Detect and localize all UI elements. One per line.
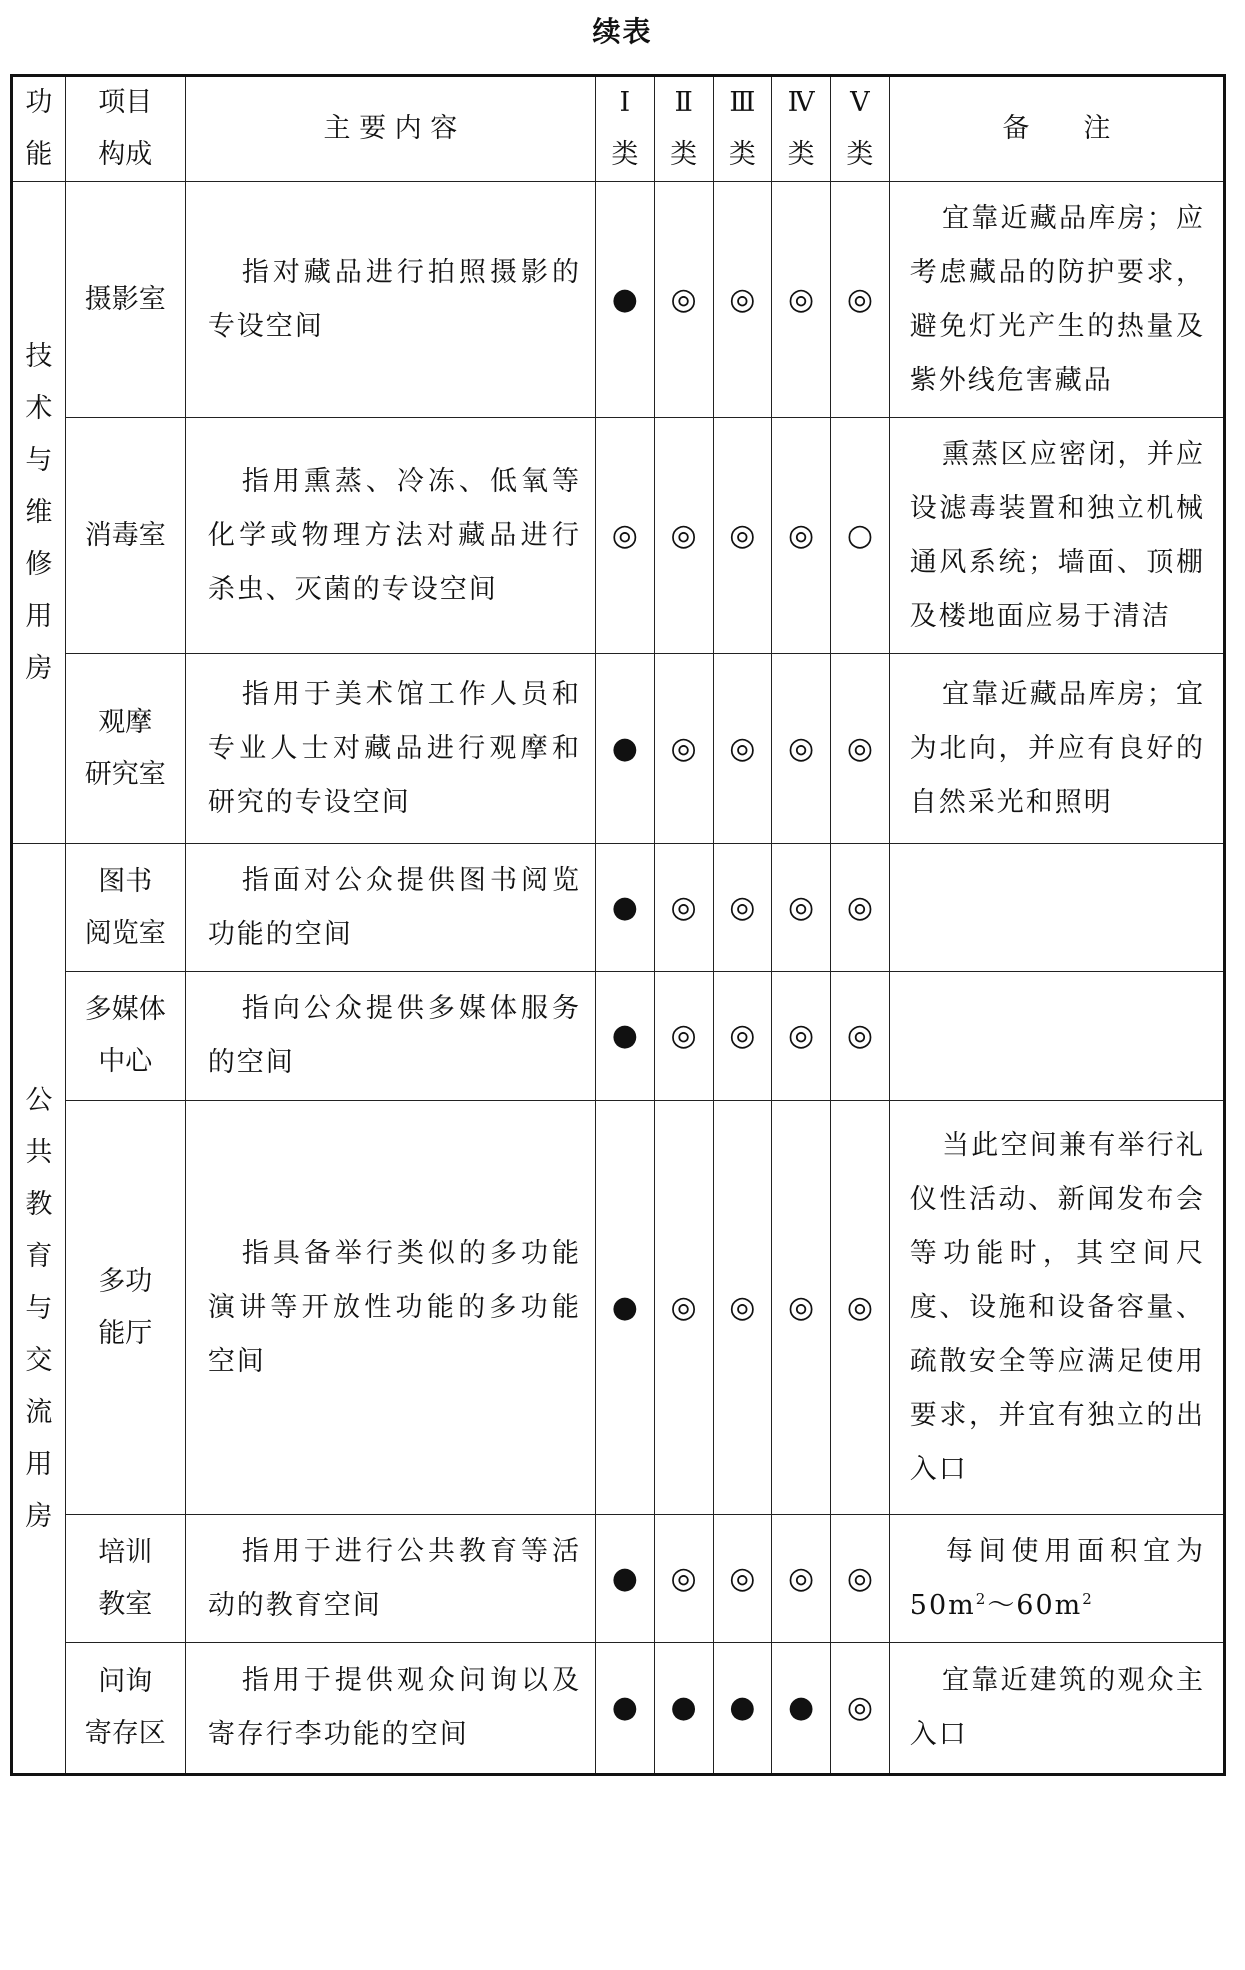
class-1-mark: ● [595, 972, 654, 1101]
class-4-mark: ● [772, 1643, 831, 1775]
item-content: 指面对公众提供图书阅览功能的空间 [185, 844, 595, 972]
item-remark: 当此空间兼有举行礼仪性活动、新闻发布会等功能时，其空间尺度、设施和设备容量、疏散安全等应满足使用要求，并宜有独立的出入口 [889, 1101, 1224, 1515]
item-name: 多媒体 中心 [65, 972, 185, 1101]
header-class-2: Ⅱ 类 [654, 76, 713, 182]
class-3-mark: ● [713, 1643, 772, 1775]
item-remark: 宜靠近藏品库房；应考虑藏品的防护要求，避免灯光产生的热量及紫外线危害藏品 [889, 182, 1224, 418]
class-2-mark: ◎ [654, 182, 713, 418]
class-5-mark: ◎ [831, 182, 890, 418]
item-name: 培训 教室 [65, 1515, 185, 1643]
item-content: 指对藏品进行拍照摄影的专设空间 [185, 182, 595, 418]
table-row [12, 844, 1225, 972]
class-1-mark: ● [595, 1101, 654, 1515]
class-1-mark: ● [595, 654, 654, 844]
class-4-mark: ◎ [772, 418, 831, 654]
class-3-mark: ◎ [713, 1101, 772, 1515]
class-3-mark: ◎ [713, 418, 772, 654]
header-row [12, 76, 1225, 182]
page-title: 续表 [592, 15, 653, 48]
header-remark: 备 注 [889, 76, 1224, 182]
class-3-mark: ◎ [713, 654, 772, 844]
header-class-5: Ⅴ 类 [831, 76, 890, 182]
item-remark: 每间使用面积宜为 $50m^2\sim 60m^2$ [889, 1515, 1224, 1643]
item-content: 指用熏蒸、冷冻、低氧等化学或物理方法对藏品进行杀虫、灭菌的专设空间 [185, 418, 595, 654]
class-5-mark: ◎ [831, 1515, 890, 1643]
item-remark [889, 972, 1224, 1101]
item-name: 观摩 研究室 [65, 654, 185, 844]
class-4-mark: ◎ [772, 972, 831, 1101]
class-2-mark: ● [654, 1643, 713, 1775]
room-function-table [10, 74, 1226, 1776]
item-remark: 熏蒸区应密闭，并应设滤毒装置和独立机械通风系统；墙面、顶棚及楼地面应易于清洁 [889, 418, 1224, 654]
class-2-mark: ◎ [654, 972, 713, 1101]
item-name: 多功 能厅 [65, 1101, 185, 1515]
class-2-mark: ◎ [654, 1101, 713, 1515]
item-content: 指用于进行公共教育等活动的教育空间 [185, 1515, 595, 1643]
item-content: 指向公众提供多媒体服务的空间 [185, 972, 595, 1101]
table-row [12, 1643, 1225, 1775]
class-2-mark: ◎ [654, 418, 713, 654]
item-remark: 宜靠近藏品库房；宜为北向，并应有良好的自然采光和照明 [889, 654, 1224, 844]
item-content: 指用于提供观众问询以及寄存行李功能的空间 [185, 1643, 595, 1775]
item-remark: 宜靠近建筑的观众主入口 [889, 1643, 1224, 1775]
class-3-mark: ◎ [713, 844, 772, 972]
class-4-mark: ◎ [772, 654, 831, 844]
class-5-mark: ◎ [831, 1643, 890, 1775]
table-row [12, 1515, 1225, 1643]
header-class-4: Ⅳ 类 [772, 76, 831, 182]
class-4-mark: ◎ [772, 1101, 831, 1515]
class-1-mark: ● [595, 1643, 654, 1775]
item-name: 摄影室 [65, 182, 185, 418]
class-1-mark: ● [595, 1515, 654, 1643]
item-remark [889, 844, 1224, 972]
group-tech-maintenance: 技 术 与 维 修 用 房 [12, 182, 66, 844]
header-function: 功 能 [12, 76, 66, 182]
class-4-mark: ◎ [772, 182, 831, 418]
group-public-education: 公 共 教 育 与 交 流 用 房 [12, 844, 66, 1775]
class-1-mark: ● [595, 182, 654, 418]
class-3-mark: ◎ [713, 182, 772, 418]
class-5-mark: ○ [831, 418, 890, 654]
class-1-mark: ● [595, 844, 654, 972]
header-content: 主 要 内 容 [185, 76, 595, 182]
item-name: 图书 阅览室 [65, 844, 185, 972]
header-class-3: Ⅲ 类 [713, 76, 772, 182]
item-content: 指具备举行类似的多功能演讲等开放性功能的多功能空间 [185, 1101, 595, 1515]
class-5-mark: ◎ [831, 1101, 890, 1515]
class-3-mark: ◎ [713, 972, 772, 1101]
class-4-mark: ◎ [772, 1515, 831, 1643]
table-row [12, 972, 1225, 1101]
table-row [12, 182, 1225, 418]
table-row [12, 654, 1225, 844]
class-5-mark: ◎ [831, 654, 890, 844]
class-5-mark: ◎ [831, 972, 890, 1101]
class-4-mark: ◎ [772, 844, 831, 972]
item-name: 消毒室 [65, 418, 185, 654]
header-class-1: Ⅰ 类 [595, 76, 654, 182]
item-content: 指用于美术馆工作人员和专业人士对藏品进行观摩和研究的专设空间 [185, 654, 595, 844]
table-row [12, 1101, 1225, 1515]
header-item: 项目 构成 [65, 76, 185, 182]
table-row [12, 418, 1225, 654]
class-2-mark: ◎ [654, 1515, 713, 1643]
class-5-mark: ◎ [831, 844, 890, 972]
class-3-mark: ◎ [713, 1515, 772, 1643]
item-name: 问询 寄存区 [65, 1643, 185, 1775]
class-1-mark: ◎ [595, 418, 654, 654]
class-2-mark: ◎ [654, 654, 713, 844]
class-2-mark: ◎ [654, 844, 713, 972]
